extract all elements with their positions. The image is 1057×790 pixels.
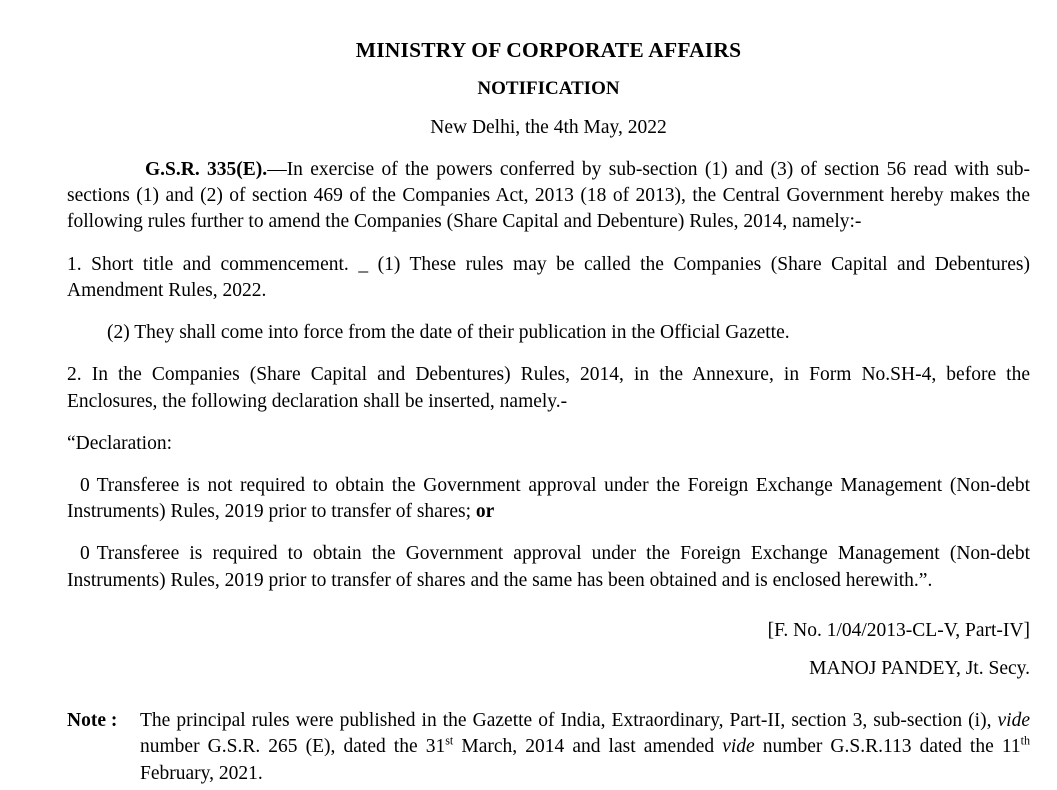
note-part-3: March, 2014 and last amended bbox=[461, 736, 715, 758]
rule-1-subclause-2: (2) They shall come into force from the date of their publication in the Official Gazette. bbox=[107, 322, 790, 344]
note-superscript-th: th bbox=[1020, 733, 1031, 748]
note-part-2: number G.S.R. 265 (E), dated the 31 bbox=[140, 736, 446, 758]
checkbox-glyph: 0 bbox=[80, 543, 97, 565]
note-part-5: February, 2021. bbox=[140, 762, 263, 784]
declaration-item-text: Transferee is required to obtain the Government approval under the Foreign Exchange Management (Non-debt Instruments) Rules, 2019 prior to transfer of shares and the same has been obtained and is enclosed herewith.”. bbox=[67, 543, 1030, 591]
note-part-1: The principal rules were published in the Gazette of India, Extraordinary, Part-II, section 3, sub-section (i), bbox=[140, 710, 992, 732]
declaration-item-text: Transferee is not required to obtain the Government approval under the Foreign Exchange Management (Non-debt Instruments) Rules, 2019 prior to transfer of shares; bbox=[67, 474, 1030, 523]
rule-2-paragraph: 2. In the Companies (Share Capital and Debentures) Rules, 2014, in the Annexure, in Form No.SH-4, before the Enclosures, the following declaration shall be inserted, namely.- bbox=[67, 364, 1030, 412]
gsr-label: G.S.R. 335(E). bbox=[145, 158, 268, 180]
note-superscript-st: st bbox=[445, 733, 454, 748]
notification-heading: NOTIFICATION bbox=[477, 77, 620, 99]
declaration-item-suffix: or bbox=[475, 501, 495, 523]
note-part-4: number G.S.R.113 dated the 11 bbox=[762, 736, 1021, 758]
gsr-paragraph bbox=[67, 139, 1030, 236]
note-vide-1: vide bbox=[997, 710, 1031, 732]
declaration-item bbox=[67, 457, 1030, 525]
note-label: Note : bbox=[67, 710, 118, 732]
declaration-item bbox=[67, 525, 1030, 593]
signatory: MANOJ PANDEY, Jt. Secy. bbox=[809, 658, 1030, 680]
note-section bbox=[67, 682, 1030, 787]
document-content bbox=[67, 0, 1030, 787]
note-body bbox=[140, 708, 1030, 787]
page-title: MINISTRY OF CORPORATE AFFAIRS bbox=[355, 38, 742, 62]
file-number: [F. No. 1/04/2013-CL-V, Part-IV] bbox=[767, 619, 1030, 641]
rule-1-paragraph: 1. Short title and commencement. _ (1) These rules may be called the Companies (Share Capital and Debentures) Amendment Rules, 2022. bbox=[67, 253, 1030, 301]
note-vide-2: vide bbox=[722, 736, 755, 758]
gsr-dash: — bbox=[267, 158, 287, 180]
checkbox-glyph: 0 bbox=[80, 474, 97, 496]
declaration-heading: “Declaration: bbox=[67, 432, 173, 454]
gsr-text: In exercise of the powers conferred by sub-section (1) and (3) of section 56 read with sub-sections (1) and (2) of section 469 of the Companies Act, 2013 (18 of 2013), the Central Government hereby makes the following rules further to amend the Companies (Share Capital and Debenture) Rules, 2014, namely:- bbox=[67, 158, 1030, 233]
dateline: New Delhi, the 4th May, 2022 bbox=[430, 116, 667, 138]
